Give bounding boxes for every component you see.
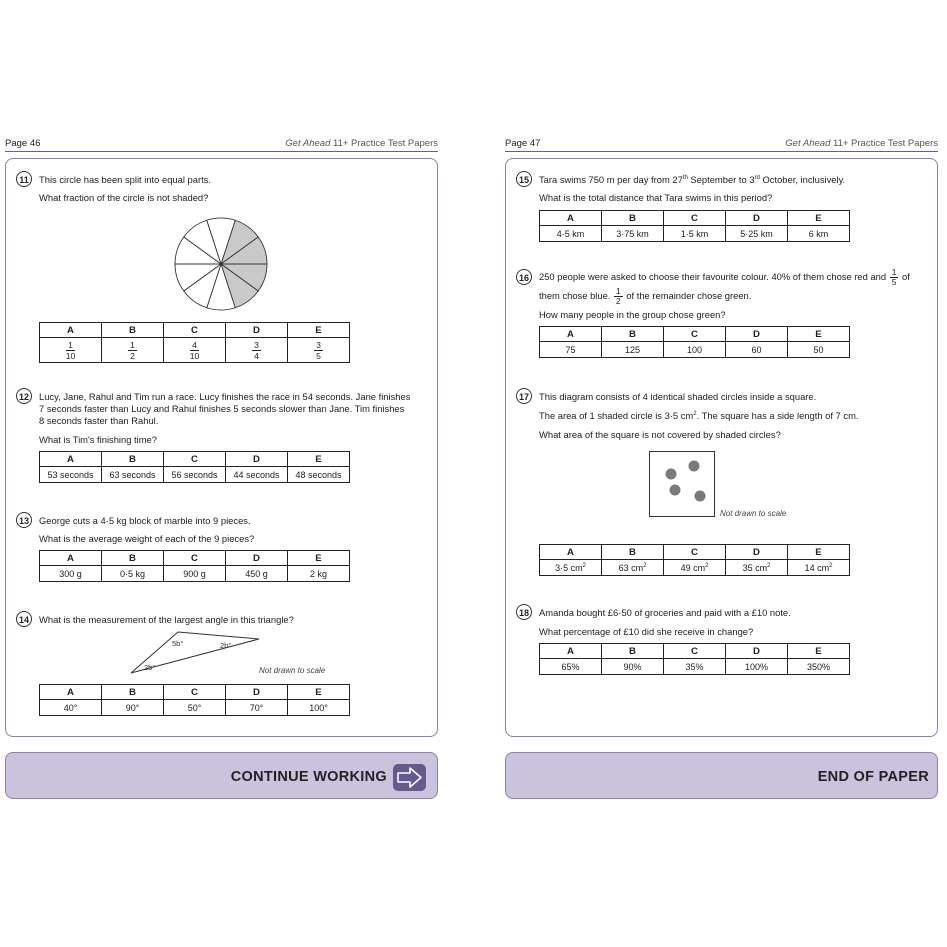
question-prompt: What fraction of the circle is not shaded? [39,192,209,203]
fraction: $\frac{1}{2}$ [616,286,621,306]
option-a-value[interactable]: 4·5 km [540,226,602,242]
shaded-circle [689,461,700,472]
answer-table [39,322,350,363]
option-a-value[interactable]: 3·5 $cm^2$ [540,560,602,576]
page-number: Page 47 [505,138,541,149]
fraction: $\frac{1}{10}$ [65,339,76,361]
option-b-value[interactable]: 90% [602,659,664,675]
option-d-value[interactable]: 35 $cm^2$ [726,560,788,576]
question-frame [5,158,438,737]
option-d-value[interactable]: 100% [726,659,788,675]
option-a-header: A [540,545,602,560]
triangle-figure [124,627,264,677]
question-number: 12 [16,388,32,404]
option-b-value[interactable]: 3·75 km [602,226,664,242]
page-47 [505,135,938,737]
option-b-value[interactable]: 90° [102,700,164,716]
answer-table [539,544,850,576]
answer-table [39,550,350,582]
answer-table [539,326,850,358]
question-prompt: What area of the square is not covered by shaded circles? [539,429,781,440]
question-text-line-2: The area of 1 shaded circle is 3·5 $cm^2$. The square has a side length of 7 cm. [539,410,859,421]
question-number: 13 [16,512,32,528]
option-e-header: E [788,327,850,342]
divided-circle-figure [171,214,271,314]
option-e-header: E [788,545,850,560]
option-d-header: D [726,211,788,226]
option-d-header: D [226,685,288,700]
not-to-scale-note: Not drawn to scale [259,666,326,675]
question-text: This circle has been split into equal parts. [39,174,211,185]
square-shape [650,452,715,517]
option-a-value[interactable]: 300 g [40,566,102,582]
question-text-line-3: 8 seconds faster than Rahul. [39,415,159,426]
question-prompt: What is the total distance that Tara swims in this period? [539,192,773,203]
option-b-value[interactable]: 63 seconds [102,467,164,483]
arrow-right-icon[interactable] [393,764,426,791]
series-title: Get Ahead 11+ Practice Test Papers [285,138,438,149]
option-e-value[interactable]: 14 $cm^2$ [788,560,850,576]
option-e-header: E [288,452,350,467]
question-prompt: What is the average weight of each of the 9 pieces? [39,533,255,544]
option-a-header: A [40,323,102,338]
fraction: $\frac{3}{4}$ [254,339,259,361]
option-b-header: B [102,551,164,566]
question-text: Tara swims 750 m per day from 27th September to 3rd October, inclusively. [539,174,846,185]
option-e-value[interactable]: 350% [788,659,850,675]
question-text-line-1: This diagram consists of 4 identical shaded circles inside a square. [539,391,817,402]
option-c-value[interactable] [164,338,226,363]
option-d-header: D [226,323,288,338]
option-c-header: C [664,644,726,659]
option-a-value[interactable]: 75 [540,342,602,358]
option-b-header: B [602,545,664,560]
option-e-header: E [288,685,350,700]
option-d-header: D [226,452,288,467]
option-e-value[interactable] [288,338,350,363]
option-a-header: A [540,644,602,659]
question-prompt: What is Tim's finishing time? [39,434,157,445]
option-b-header: B [102,685,164,700]
option-d-header: D [726,644,788,659]
option-c-header: C [164,685,226,700]
question-text: What is the measurement of the largest angle in this triangle? [39,614,294,625]
option-c-value[interactable]: 100 [664,342,726,358]
option-d-header: D [226,551,288,566]
answer-table [539,210,850,242]
fraction: $\frac{1}{5}$ [891,267,897,287]
question-number: 15 [516,171,532,187]
option-c-header: C [664,327,726,342]
option-d-value[interactable] [226,338,288,363]
option-c-value[interactable]: 35% [664,659,726,675]
option-c-value[interactable]: 1·5 km [664,226,726,242]
option-a-value[interactable]: 53 seconds [40,467,102,483]
option-c-value[interactable]: 56 seconds [164,467,226,483]
question-text: Amanda bought £6·50 of groceries and paid with a £10 note. [539,607,791,618]
question-text-line-2: 7 seconds faster than Lucy and Rahul finishes 5 seconds slower than Jane. Tim finishes [39,403,405,414]
not-to-scale-note: Not drawn to scale [720,509,787,518]
option-b-header: B [602,211,664,226]
option-b-header: B [602,644,664,659]
question-number: 16 [516,269,532,285]
option-e-value[interactable]: 50 [788,342,850,358]
option-d-header: D [726,327,788,342]
angle-label-left: 2b° [144,663,156,672]
option-d-value[interactable]: 44 seconds [226,467,288,483]
option-a-header: A [540,327,602,342]
question-text-line-1: 250 people were asked to choose their favourite colour. 40% of them chose red and $\frac{1}{5}$ of [539,267,910,287]
fraction: $\frac{4}{10}$ [189,339,200,361]
option-a-value[interactable] [40,338,102,363]
option-c-header: C [164,452,226,467]
option-e-value[interactable]: 48 seconds [288,467,350,483]
option-c-header: C [164,323,226,338]
page-header [5,135,438,152]
shaded-circle [695,491,706,502]
shaded-circle [666,469,677,480]
option-c-header: C [164,551,226,566]
fraction: $\frac{3}{5}$ [316,339,321,361]
option-a-header: A [40,685,102,700]
shaded-circle [670,485,681,496]
option-b-header: B [102,323,164,338]
option-a-header: A [40,452,102,467]
option-d-value[interactable]: 60 [726,342,788,358]
question-frame [505,158,938,737]
option-b-value[interactable]: 0·5 kg [102,566,164,582]
option-d-header: D [726,545,788,560]
answer-table [39,451,350,483]
option-d-value[interactable]: 5·25 km [726,226,788,242]
option-a-header: A [40,551,102,566]
answer-table [539,643,850,675]
option-c-header: C [664,545,726,560]
option-e-header: E [288,551,350,566]
page-46 [5,135,438,737]
question-text: George cuts a 4·5 kg block of marble into 9 pieces. [39,515,251,526]
banner-label: CONTINUE WORKING [230,769,387,785]
option-b-header: B [102,452,164,467]
arrow-right-icon-graphic [396,767,423,788]
square-with-circles-figure [649,451,716,518]
option-e-value[interactable]: 100° [288,700,350,716]
question-prompt: What percentage of £10 did she receive in change? [539,626,754,637]
angle-label-right: 2b° [220,641,232,650]
option-c-value[interactable]: 50° [164,700,226,716]
option-d-value[interactable]: 70° [226,700,288,716]
option-e-value[interactable]: 2 kg [288,566,350,582]
page-header [505,135,938,152]
angle-label-top: 5b° [172,639,184,648]
option-b-value[interactable] [102,338,164,363]
answer-table [39,684,350,716]
option-e-header: E [288,323,350,338]
fraction: $\frac{1}{2}$ [130,339,135,361]
question-number: 11 [16,171,32,187]
question-number: 18 [516,604,532,620]
option-e-header: E [788,644,850,659]
option-b-value[interactable]: 125 [602,342,664,358]
question-text-line-1: Lucy, Jane, Rahul and Tim run a race. Lucy finishes the race in 54 seconds. Jane finishes [39,391,411,402]
option-a-value[interactable]: 40° [40,700,102,716]
option-b-value[interactable]: 63 $cm^2$ [602,560,664,576]
option-e-header: E [788,211,850,226]
question-prompt: How many people in the group chose green? [539,309,726,320]
continue-working-banner[interactable] [5,752,438,799]
question-number: 14 [16,611,32,627]
option-c-header: C [664,211,726,226]
question-text-line-2: them chose blue. $\frac{1}{2}$ of the remainder chose green. [539,286,752,306]
option-a-value[interactable]: 65% [540,659,602,675]
series-title: Get Ahead 11+ Practice Test Papers [785,138,938,149]
option-c-value[interactable]: 49 $cm^2$ [664,560,726,576]
option-c-value[interactable]: 900 g [164,566,226,582]
option-a-header: A [540,211,602,226]
option-d-value[interactable]: 450 g [226,566,288,582]
page-number: Page 46 [5,138,41,149]
banner-label: END OF PAPER [817,769,929,785]
end-of-paper-banner [505,752,938,799]
question-number: 17 [516,388,532,404]
option-e-value[interactable]: 6 km [788,226,850,242]
option-b-header: B [602,327,664,342]
